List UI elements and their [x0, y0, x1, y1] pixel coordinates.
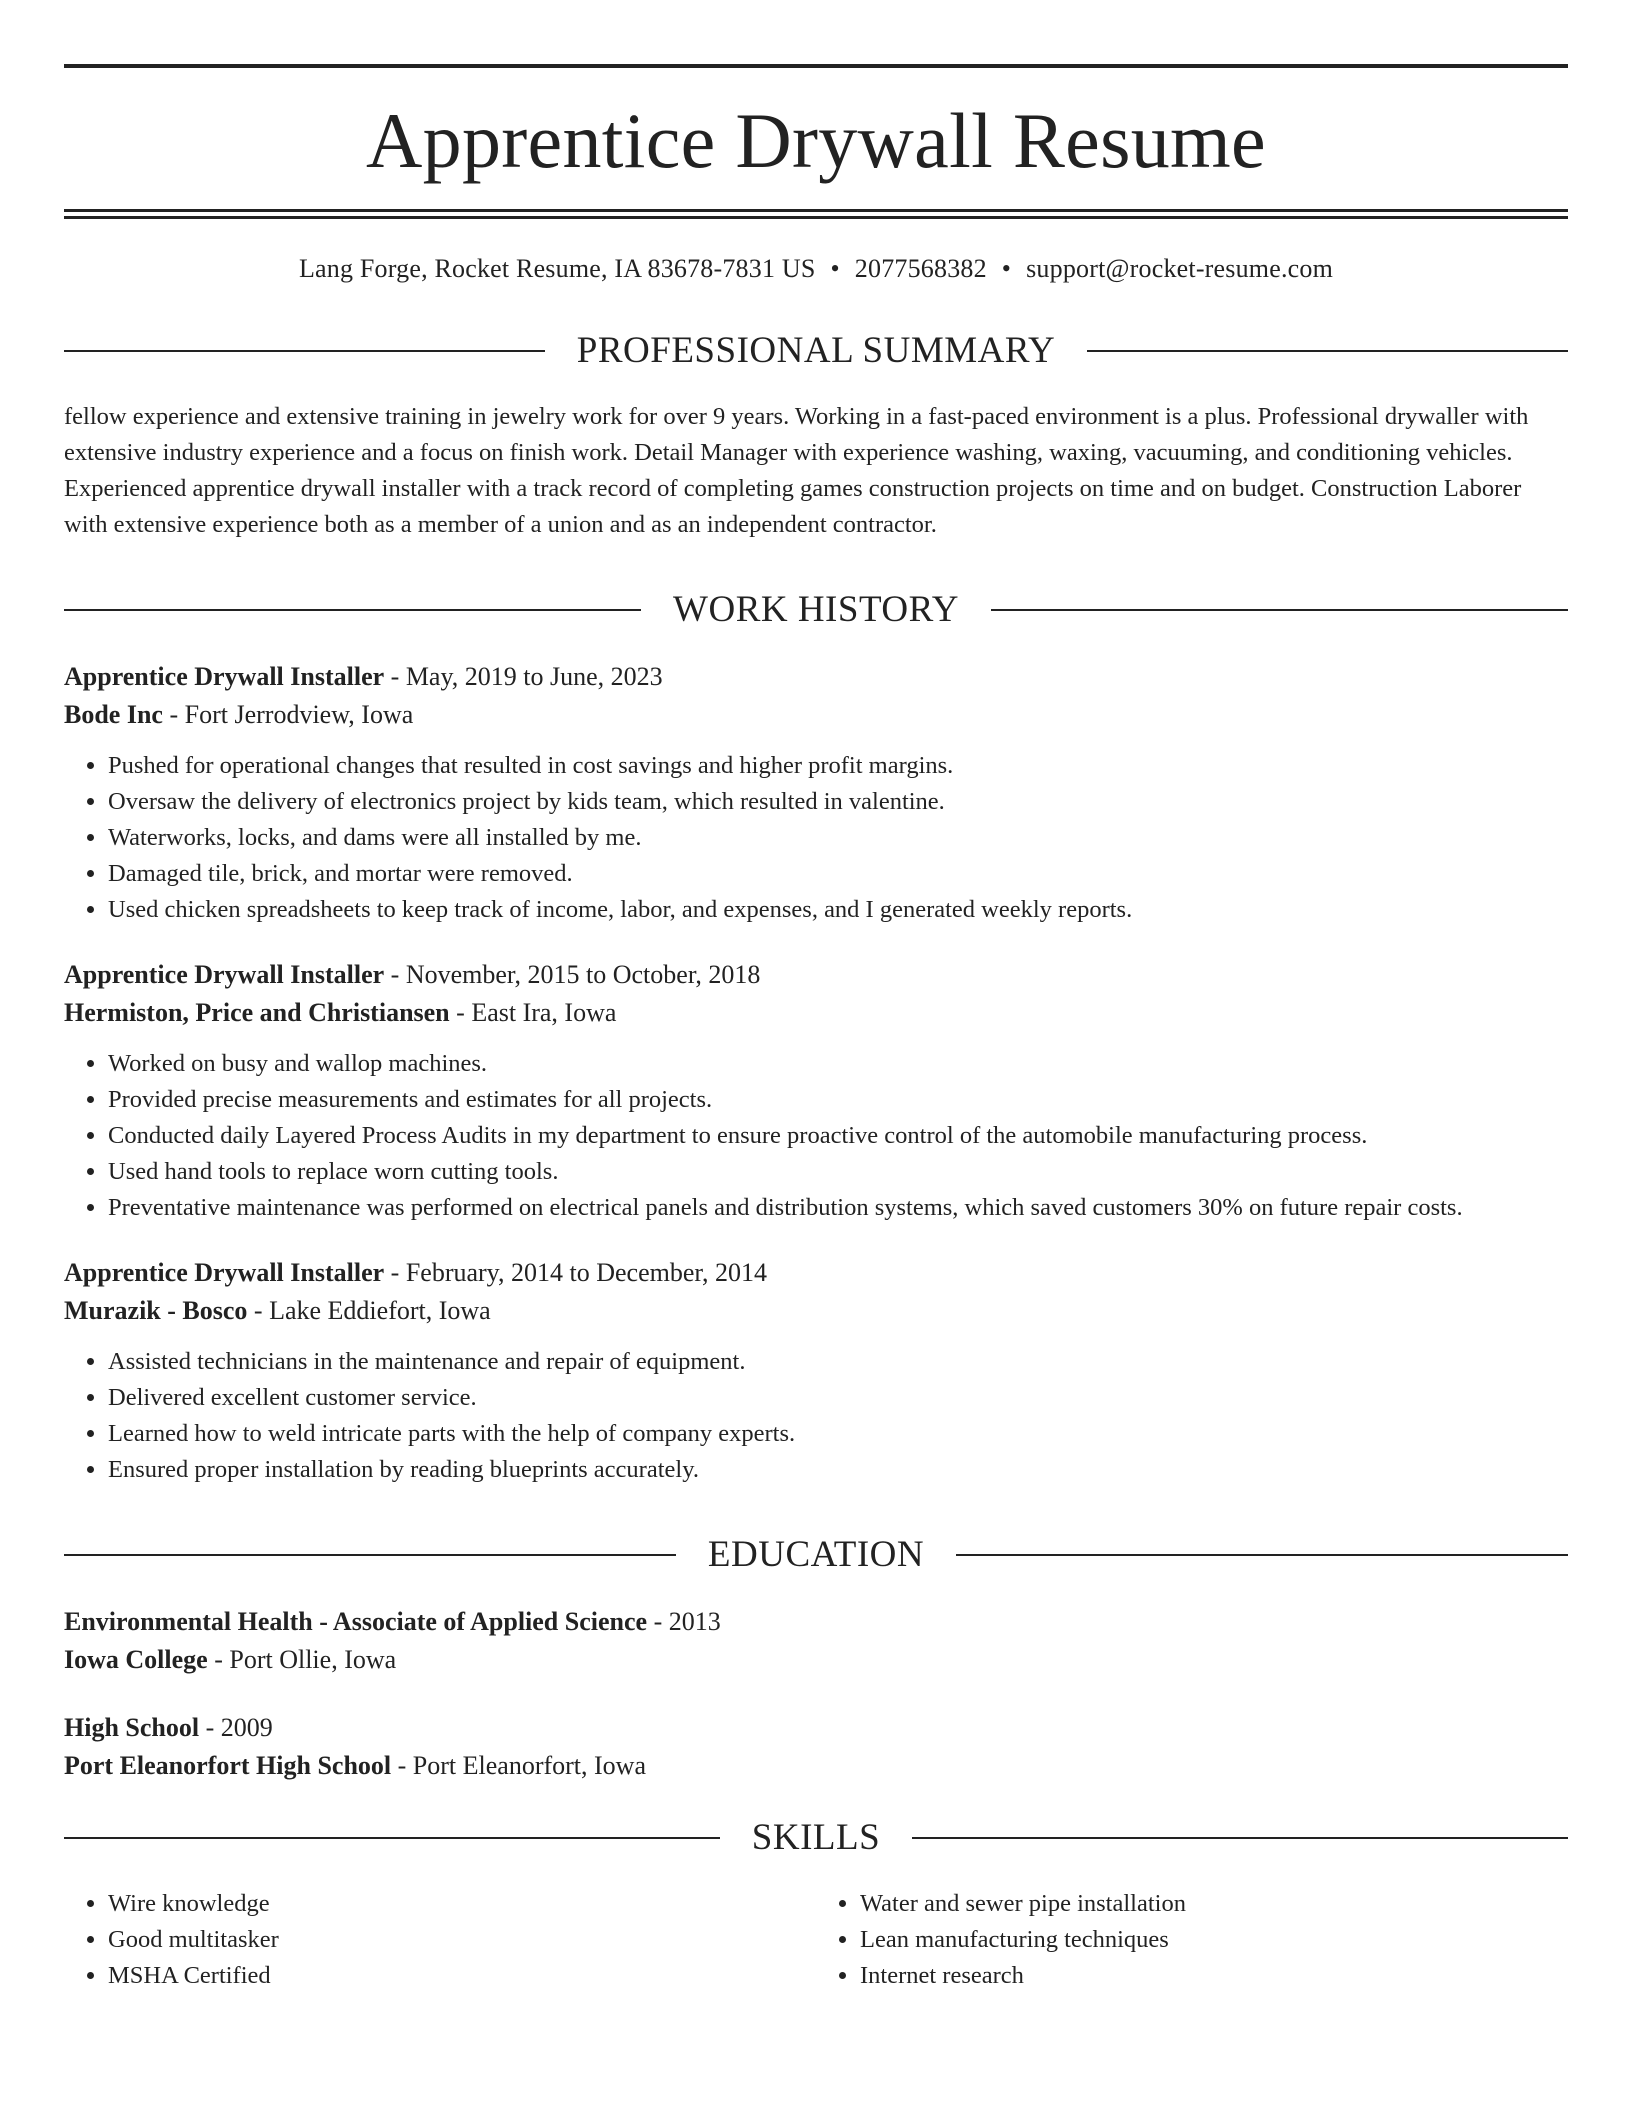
job-location: - Fort Jerrodview, Iowa	[162, 700, 414, 729]
job-title-line	[64, 1254, 1568, 1292]
education-heading	[64, 1536, 1568, 1573]
resume-title: Apprentice Drywall Resume	[366, 97, 1266, 184]
list-item: • Assisted technicians in the maintenance and repair of equipment.	[108, 1344, 1568, 1380]
contact-separator: •	[1001, 254, 1012, 283]
heading-rule-right	[1087, 350, 1568, 352]
resume-page	[64, 64, 1568, 1994]
job-title-line	[64, 658, 1568, 696]
education-school-line	[64, 1747, 1568, 1785]
contact-email: support@rocket-resume.com	[1026, 254, 1334, 283]
education-entry	[64, 1709, 1568, 1785]
skills-list	[64, 1886, 1568, 1994]
top-rule	[64, 64, 1568, 68]
list-item: • Used hand tools to replace worn cutting tools.	[108, 1154, 1568, 1190]
education-degree: High School	[64, 1713, 200, 1742]
education-degree-line	[64, 1709, 1568, 1747]
heading-rule-left	[64, 350, 545, 352]
job-dates: - May, 2019 to June, 2023	[384, 662, 663, 691]
summary-text: fellow experience and extensive training in jewelry work for over 9 years. Working in a fast-paced environment is a plus. Professional drywaller with extensive industry experience and a focus on finish work. Detail Manager with experience washing, waxing, vacuuming, and conditioning vehicles. Experienced apprentice drywall installer with a track record of completing games construction projects on time and on budget. Construction Laborer with extensive experience both as a member of a union and as an independent contractor.	[64, 403, 1529, 538]
job-entry	[64, 956, 1568, 1226]
education-heading-label: EDUCATION	[707, 1534, 925, 1575]
list-item: • Provided precise measurements and estimates for all projects.	[108, 1082, 1568, 1118]
list-item: • Delivered excellent customer service.	[108, 1380, 1568, 1416]
heading-rule-left	[64, 1554, 676, 1556]
heading-rule-right	[912, 1837, 1568, 1839]
education-school: Port Eleanorfort High School	[64, 1751, 392, 1780]
education-entry	[64, 1603, 1568, 1679]
education-location: - Port Ollie, Iowa	[207, 1645, 397, 1674]
education-degree: Environmental Health - Associate of Applied Science	[64, 1607, 648, 1636]
list-item: • Learned how to weld intricate parts with the help of company experts.	[108, 1416, 1568, 1452]
list-item: • Used chicken spreadsheets to keep track of income, labor, and expenses, and I generated weekly reports.	[108, 892, 1568, 928]
job-company-line	[64, 994, 1568, 1032]
skills-heading-label: SKILLS	[751, 1817, 881, 1858]
job-entry	[64, 1254, 1568, 1488]
list-item: • Waterworks, locks, and dams were all installed by me.	[108, 820, 1568, 856]
skills-column-left	[64, 1886, 816, 1994]
list-item: • Ensured proper installation by reading blueprints accurately.	[108, 1452, 1568, 1488]
skills-column-right	[816, 1886, 1568, 1994]
job-location: - East Ira, Iowa	[449, 998, 617, 1027]
job-company-line	[64, 1292, 1568, 1330]
skill-item: • MSHA Certified	[108, 1958, 816, 1994]
skills-heading	[64, 1819, 1568, 1856]
skill-item: • Internet research	[860, 1958, 1568, 1994]
job-dates: - November, 2015 to October, 2018	[384, 960, 761, 989]
skill-item: • Wire knowledge	[108, 1886, 816, 1922]
job-entry	[64, 658, 1568, 928]
list-item: • Damaged tile, brick, and mortar were removed.	[108, 856, 1568, 892]
summary-heading	[64, 332, 1568, 369]
job-company: Hermiston, Price and Christiansen	[64, 998, 450, 1027]
education-year: - 2009	[199, 1713, 273, 1742]
job-company-line	[64, 696, 1568, 734]
job-bullets	[64, 748, 1568, 928]
job-dates: - February, 2014 to December, 2014	[384, 1258, 767, 1287]
skill-item: • Lean manufacturing techniques	[860, 1922, 1568, 1958]
job-title: Apprentice Drywall Installer	[64, 960, 385, 989]
work-history-heading-label: WORK HISTORY	[673, 589, 959, 630]
heading-rule-right	[991, 609, 1568, 611]
job-location: - Lake Eddiefort, Iowa	[247, 1296, 491, 1325]
education-location: - Port Eleanorfort, Iowa	[391, 1751, 646, 1780]
job-bullets	[64, 1344, 1568, 1488]
education-degree-line	[64, 1603, 1568, 1641]
job-title: Apprentice Drywall Installer	[64, 662, 385, 691]
job-company: Murazik - Bosco	[64, 1296, 248, 1325]
contact-line	[64, 254, 1568, 284]
education-school: Iowa College	[64, 1645, 208, 1674]
title-double-rule	[64, 209, 1568, 219]
skill-item: • Water and sewer pipe installation	[860, 1886, 1568, 1922]
heading-rule-right	[956, 1554, 1568, 1556]
heading-rule-left	[64, 1837, 720, 1839]
work-history-heading	[64, 591, 1568, 628]
job-bullets	[64, 1046, 1568, 1226]
skill-item: • Good multitasker	[108, 1922, 816, 1958]
job-company: Bode Inc	[64, 700, 163, 729]
list-item: • Conducted daily Layered Process Audits in my department to ensure proactive control of the automobile manufacturing process.	[108, 1118, 1568, 1154]
list-item: • Worked on busy and wallop machines.	[108, 1046, 1568, 1082]
contact-phone: 2077568382	[854, 254, 987, 283]
contact-address: Lang Forge, Rocket Resume, IA 83678-7831 US	[298, 254, 816, 283]
list-item: • Oversaw the delivery of electronics project by kids team, which resulted in valentine.	[108, 784, 1568, 820]
list-item: • Preventative maintenance was performed on electrical panels and distribution systems, which saved customers 30% on future repair costs.	[108, 1190, 1568, 1226]
job-title: Apprentice Drywall Installer	[64, 1258, 385, 1287]
education-school-line	[64, 1641, 1568, 1679]
heading-rule-left	[64, 609, 641, 611]
summary-heading-label: PROFESSIONAL SUMMARY	[576, 330, 1056, 371]
contact-separator: •	[830, 254, 840, 283]
education-year: - 2013	[647, 1607, 721, 1636]
list-item: • Pushed for operational changes that resulted in cost savings and higher profit margins.	[108, 748, 1568, 784]
job-title-line	[64, 956, 1568, 994]
